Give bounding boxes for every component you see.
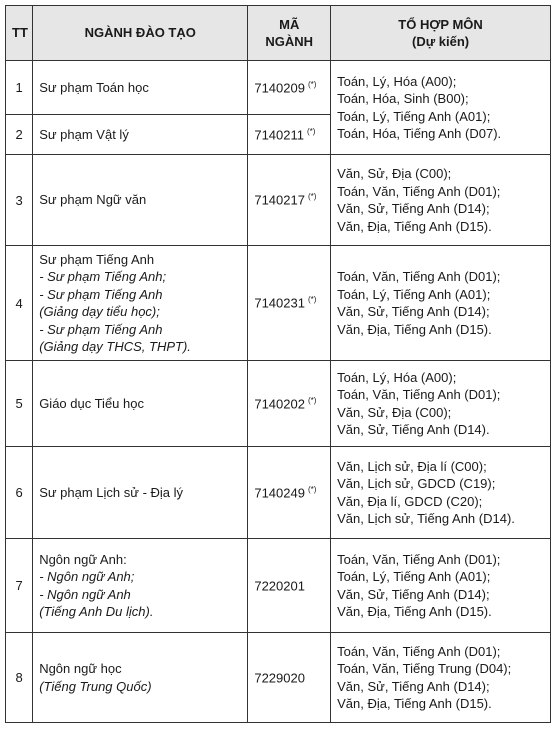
- subject-combinations: Toán, Lý, Hóa (A00); Toán, Văn, Tiếng Anh (D01); Văn, Sử, Địa (C00); Văn, Sử, Tiếng Anh (D14).: [331, 361, 551, 447]
- header-tt: TT: [6, 6, 33, 61]
- major-code: 7140231 (*): [248, 246, 331, 361]
- row-number: 2: [6, 115, 33, 155]
- table-row: [6, 361, 551, 447]
- row-number: 4: [6, 246, 33, 361]
- major-code: 7140249 (*): [248, 447, 331, 539]
- major-name: Sư phạm Ngữ văn: [33, 155, 248, 246]
- header-row: [6, 6, 551, 61]
- major-name: Sư phạm Toán học: [33, 61, 248, 115]
- row-number: 1: [6, 61, 33, 115]
- major-code: 7140209 (*): [248, 61, 331, 115]
- row-number: 6: [6, 447, 33, 539]
- table-row: [6, 155, 551, 246]
- subject-combinations: Toán, Văn, Tiếng Anh (D01); Toán, Lý, Tiếng Anh (A01); Văn, Sử, Tiếng Anh (D14); Văn, Địa, Tiếng Anh (D15).: [331, 246, 551, 361]
- admission-table: [5, 5, 551, 723]
- table-row: [6, 633, 551, 723]
- table-row: [6, 246, 551, 361]
- subject-combinations: Văn, Sử, Địa (C00); Toán, Văn, Tiếng Anh (D01); Văn, Sử, Tiếng Anh (D14); Văn, Địa, Tiếng Anh (D15).: [331, 155, 551, 246]
- table-row: [6, 539, 551, 633]
- header-combo: TỔ HỢP MÔN (Dự kiến): [331, 6, 551, 61]
- major-name: Sư phạm Tiếng Anh - Sư phạm Tiếng Anh; - Sư phạm Tiếng Anh (Giảng dạy tiểu học); - Sư phạm Tiếng Anh (Giảng dạy THCS, THPT).: [33, 246, 248, 361]
- table-row: [6, 61, 551, 115]
- subject-combinations: Toán, Văn, Tiếng Anh (D01); Toán, Lý, Tiếng Anh (A01); Văn, Sử, Tiếng Anh (D14); Văn, Địa, Tiếng Anh (D15).: [331, 539, 551, 633]
- major-name: Ngôn ngữ học (Tiếng Trung Quốc): [33, 633, 248, 723]
- major-code: 7140202 (*): [248, 361, 331, 447]
- major-name: Sư phạm Lịch sử - Địa lý: [33, 447, 248, 539]
- major-name: Ngôn ngữ Anh: - Ngôn ngữ Anh; - Ngôn ngữ Anh (Tiếng Anh Du lịch).: [33, 539, 248, 633]
- major-code: 7220201: [248, 539, 331, 633]
- subject-combinations: Toán, Văn, Tiếng Anh (D01); Toán, Văn, Tiếng Trung (D04); Văn, Sử, Tiếng Anh (D14); Văn, Địa, Tiếng Anh (D15).: [331, 633, 551, 723]
- row-number: 5: [6, 361, 33, 447]
- subject-combinations: Văn, Lịch sử, Địa lí (C00); Văn, Lịch sử, GDCD (C19); Văn, Địa lí, GDCD (C20); Văn, Lịch sử, Tiếng Anh (D14).: [331, 447, 551, 539]
- row-number: 7: [6, 539, 33, 633]
- header-code: MÃ NGÀNH: [248, 6, 331, 61]
- header-major: NGÀNH ĐÀO TẠO: [33, 6, 248, 61]
- major-code: 7140217 (*): [248, 155, 331, 246]
- row-number: 3: [6, 155, 33, 246]
- major-code: 7229020: [248, 633, 331, 723]
- major-name: Giáo dục Tiểu học: [33, 361, 248, 447]
- admission-table-container: [5, 5, 551, 723]
- major-code: 7140211 (*): [248, 115, 331, 155]
- table-row: [6, 447, 551, 539]
- row-number: 8: [6, 633, 33, 723]
- major-name: Sư phạm Vật lý: [33, 115, 248, 155]
- subject-combinations: Toán, Lý, Hóa (A00); Toán, Hóa, Sinh (B00); Toán, Lý, Tiếng Anh (A01); Toán, Hóa, Tiếng Anh (D07).: [331, 61, 551, 155]
